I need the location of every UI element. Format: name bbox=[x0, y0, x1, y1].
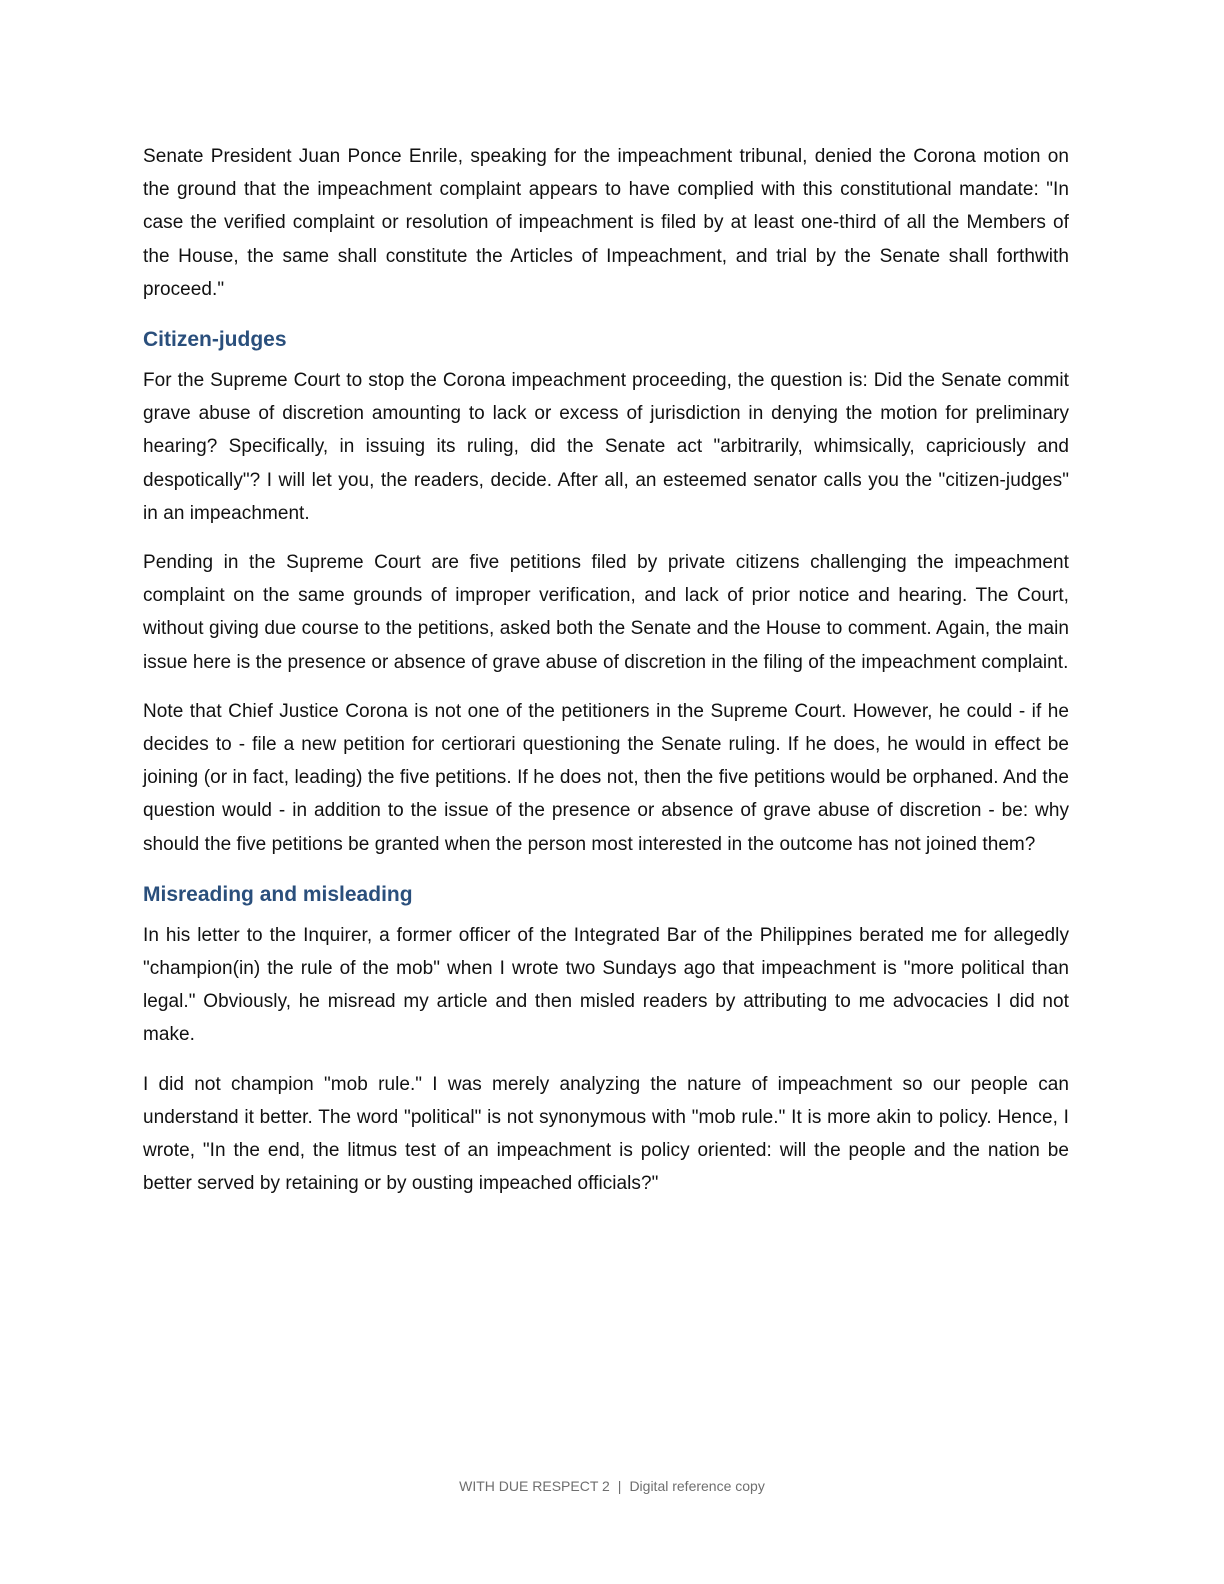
paragraph-supreme-court-question: For the Supreme Court to stop the Corona impeachment proceeding, the question is: Did the Senate commit grave abuse of discretion amounting to lack or excess of jurisdiction in denying the motion for preliminary hearing? Specifically, in issuing its ruling, did the Senate act "arbitrarily, whimsically, capriciously and despotically"? I will let you, the readers, decide. After all, an esteemed senator calls you the "citizen-judges" in an impeachment. bbox=[143, 370, 1069, 524]
section-heading-citizen-judges: Citizen-judges bbox=[143, 328, 287, 352]
paragraph-senate-ruling: Senate President Juan Ponce Enrile, speaking for the impeachment tribunal, denied the Corona motion on the ground that the impeachment complaint appears to have complied with this constitutional mandate: "In case the verified complaint or resolution of impeachment is filed by at least one-third of all the Members of the House, the same shall constitute the Articles of Impeachment, and trial by the Senate shall forthwith proceed." bbox=[143, 146, 1069, 300]
footer-separator: | bbox=[617, 1478, 622, 1494]
section-heading-misreading: Misreading and misleading bbox=[143, 882, 413, 906]
footer-title: WITH DUE RESPECT 2 bbox=[459, 1478, 610, 1494]
paragraph-mob-rule: I did not champion "mob rule." I was merely analyzing the nature of impeachment so our people can understand it better. The word "political" is not synonymous with "mob rule." It is more akin to policy. Hence, I wrote, "In the end, the litmus test of an impeachment is policy oriented: will the people and the nation be better served by retaining or by ousting impeached officials?" bbox=[143, 1073, 1069, 1195]
page-footer bbox=[0, 1478, 1224, 1494]
document-body bbox=[143, 140, 1069, 1216]
paragraph-pending-petitions: Pending in the Supreme Court are five petitions filed by private citizens challenging the impeachment complaint on the same grounds of improper verification, and lack of prior notice and hearing. The Court, without giving due course to the petitions, asked both the Senate and the House to comment. Again, the main issue here is the presence or absence of grave abuse of discretion in the filing of the impeachment complaint. bbox=[143, 552, 1069, 673]
footer-subtitle: Digital reference copy bbox=[629, 1478, 765, 1494]
paragraph-inquirer-letter: In his letter to the Inquirer, a former officer of the Integrated Bar of the Philippines berated me for allegedly "champion(in) the rule of the mob" when I wrote two Sundays ago that impeachment is "more political than legal." Obviously, he misread my article and then misled readers by attributing to me advocacies I did not make. bbox=[143, 924, 1069, 1046]
paragraph-chief-justice-note: Note that Chief Justice Corona is not one of the petitioners in the Supreme Court. However, he could - if he decides to - file a new petition for certiorari questioning the Senate ruling. If he does, he would in effect be joining (or in fact, leading) the five petitions. If he does not, then the five petitions would be orphaned. And the question would - in addition to the issue of the presence or absence of grave abuse of discretion - be: why should the five petitions be granted when the person most interested in the outcome has not joined them? bbox=[143, 700, 1069, 855]
